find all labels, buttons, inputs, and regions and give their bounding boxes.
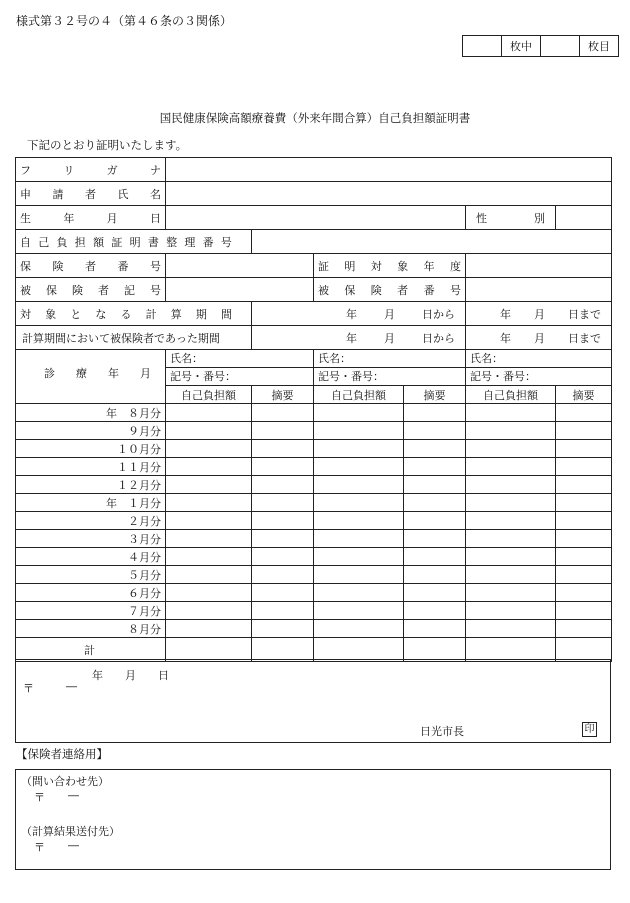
form-number: 様式第３２号の４（第４６条の３関係） bbox=[16, 14, 233, 28]
total-note-2[interactable] bbox=[404, 638, 466, 662]
month-label: ９月分 bbox=[16, 422, 166, 440]
month-amount-3[interactable] bbox=[466, 422, 556, 440]
month-note-2[interactable] bbox=[404, 440, 466, 458]
month-amount-2[interactable] bbox=[314, 584, 404, 602]
month-amount-1[interactable] bbox=[166, 602, 252, 620]
cert-year-text: 証 明 対 象 年 度 bbox=[318, 259, 461, 273]
month-label: ２月分 bbox=[16, 512, 166, 530]
month-label: ６月分 bbox=[16, 584, 166, 602]
month-row bbox=[16, 512, 612, 530]
person-2-id-label: 記号・番号： bbox=[318, 370, 384, 383]
person-2-name-label: 氏名： bbox=[314, 350, 465, 368]
month-note-2[interactable] bbox=[404, 548, 466, 566]
month-amount-2[interactable] bbox=[314, 512, 404, 530]
month-amount-1[interactable] bbox=[166, 512, 252, 530]
month-note-3[interactable] bbox=[556, 566, 612, 584]
month-label: 年 ８月分 bbox=[16, 404, 166, 422]
gender-field[interactable] bbox=[556, 206, 612, 230]
insured-symbol-text: 被 保 険 者 記 号 bbox=[20, 283, 161, 297]
month-row bbox=[16, 404, 612, 422]
issuer-block bbox=[15, 659, 611, 743]
treatment-month-header bbox=[16, 350, 166, 404]
month-row bbox=[16, 530, 612, 548]
person-1-name-label: 氏名： bbox=[166, 350, 313, 368]
person-1-info[interactable] bbox=[166, 350, 314, 386]
insured-number-label bbox=[314, 278, 466, 302]
month-amount-3[interactable] bbox=[466, 440, 556, 458]
furigana-field[interactable] bbox=[166, 158, 612, 182]
month-label: ３月分 bbox=[16, 530, 166, 548]
cert-year-label bbox=[314, 254, 466, 278]
month-note-1[interactable] bbox=[252, 602, 314, 620]
total-note-1[interactable] bbox=[252, 638, 314, 662]
col-amount-2: 自己負担額 bbox=[314, 386, 404, 404]
sheet-index-field[interactable] bbox=[541, 36, 580, 57]
month-note-1[interactable] bbox=[252, 584, 314, 602]
month-amount-3[interactable] bbox=[466, 602, 556, 620]
person-3-id-label: 記号・番号： bbox=[470, 370, 536, 383]
month-note-1[interactable] bbox=[252, 422, 314, 440]
month-amount-1[interactable] bbox=[166, 620, 252, 638]
total-amount-3[interactable] bbox=[466, 638, 556, 662]
month-note-3[interactable] bbox=[556, 620, 612, 638]
result-label: （計算結果送付先） bbox=[21, 825, 120, 838]
month-amount-2[interactable] bbox=[314, 548, 404, 566]
month-amount-1[interactable] bbox=[166, 422, 252, 440]
month-label: ７月分 bbox=[16, 602, 166, 620]
month-label: 年 １月分 bbox=[16, 494, 166, 512]
total-amount-2[interactable] bbox=[314, 638, 404, 662]
insured-period-until[interactable]: 年 月 日まで bbox=[466, 326, 612, 350]
sheet-total-label: 枚中 bbox=[502, 36, 541, 57]
month-note-2[interactable] bbox=[404, 494, 466, 512]
month-note-1[interactable] bbox=[252, 512, 314, 530]
applicant-name-label bbox=[16, 182, 166, 206]
inquiry-postal-dash: ― bbox=[68, 789, 79, 802]
cert-number-field[interactable] bbox=[252, 230, 612, 254]
month-note-1[interactable] bbox=[252, 620, 314, 638]
birth-date-text: 生 年 月 日 bbox=[20, 211, 161, 225]
month-label: ４月分 bbox=[16, 548, 166, 566]
month-row bbox=[16, 476, 612, 494]
month-row bbox=[16, 458, 612, 476]
treatment-month-text: 診 療 年 月 bbox=[44, 366, 151, 380]
month-note-1[interactable] bbox=[252, 548, 314, 566]
month-amount-3[interactable] bbox=[466, 458, 556, 476]
insurer-number-text: 保 険 者 番 号 bbox=[20, 259, 161, 273]
month-amount-3[interactable] bbox=[466, 404, 556, 422]
month-note-2[interactable] bbox=[404, 404, 466, 422]
month-note-3[interactable] bbox=[556, 584, 612, 602]
month-row bbox=[16, 584, 612, 602]
month-amount-3[interactable] bbox=[466, 476, 556, 494]
total-amount-1[interactable] bbox=[166, 638, 252, 662]
month-amount-1[interactable] bbox=[166, 530, 252, 548]
col-note-2: 摘要 bbox=[404, 386, 466, 404]
month-label: ５月分 bbox=[16, 566, 166, 584]
month-amount-1[interactable] bbox=[166, 566, 252, 584]
person-1-id-label: 記号・番号： bbox=[170, 370, 236, 383]
month-amount-1[interactable] bbox=[166, 458, 252, 476]
calc-period-label bbox=[16, 302, 252, 326]
insurer-number-label bbox=[16, 254, 166, 278]
intro-text: 下記のとおり証明いたします。 bbox=[27, 138, 188, 152]
month-row bbox=[16, 602, 612, 620]
month-amount-1[interactable] bbox=[166, 584, 252, 602]
furigana-label bbox=[16, 158, 166, 182]
birth-date-label bbox=[16, 206, 166, 230]
month-label: １２月分 bbox=[16, 476, 166, 494]
document-title: 国民健康保険高額療養費（外来年間合算）自己負担額証明書 bbox=[159, 111, 471, 125]
cert-number-label bbox=[16, 230, 252, 254]
issuer-name: 日光市長 bbox=[420, 725, 464, 738]
sheet-index-label: 枚目 bbox=[580, 36, 619, 57]
month-amount-3[interactable] bbox=[466, 494, 556, 512]
month-note-3[interactable] bbox=[556, 512, 612, 530]
month-note-2[interactable] bbox=[404, 458, 466, 476]
applicant-name-text: 申 請 者 氏 名 bbox=[20, 187, 161, 201]
inquiry-postal-mark: 〒 bbox=[34, 791, 45, 804]
calc-period-from[interactable]: 年 月 日から bbox=[252, 302, 466, 326]
postal-dash: ― bbox=[66, 680, 77, 693]
month-amount-2[interactable] bbox=[314, 494, 404, 512]
contact-block bbox=[15, 769, 611, 870]
month-row bbox=[16, 566, 612, 584]
certificate-table bbox=[15, 157, 612, 662]
month-label: １１月分 bbox=[16, 458, 166, 476]
month-amount-2[interactable] bbox=[314, 440, 404, 458]
month-amount-3[interactable] bbox=[466, 584, 556, 602]
postal-mark: 〒 bbox=[23, 682, 34, 695]
insured-symbol-field[interactable] bbox=[166, 278, 314, 302]
month-label: １０月分 bbox=[16, 440, 166, 458]
month-note-1[interactable] bbox=[252, 404, 314, 422]
month-note-1[interactable] bbox=[252, 440, 314, 458]
month-row bbox=[16, 548, 612, 566]
insurer-number-field[interactable] bbox=[166, 254, 314, 278]
month-note-2[interactable] bbox=[404, 584, 466, 602]
month-amount-1[interactable] bbox=[166, 476, 252, 494]
insured-symbol-label bbox=[16, 278, 166, 302]
month-amount-1[interactable] bbox=[166, 440, 252, 458]
result-postal-dash: ― bbox=[68, 839, 79, 852]
person-3-info[interactable] bbox=[466, 350, 612, 386]
month-note-2[interactable] bbox=[404, 530, 466, 548]
month-amount-2[interactable] bbox=[314, 602, 404, 620]
month-row bbox=[16, 440, 612, 458]
month-note-3[interactable] bbox=[556, 458, 612, 476]
person-2-info[interactable] bbox=[314, 350, 466, 386]
col-note-3: 摘要 bbox=[556, 386, 612, 404]
month-label: ８月分 bbox=[16, 620, 166, 638]
month-amount-1[interactable] bbox=[166, 548, 252, 566]
month-amount-1[interactable] bbox=[166, 494, 252, 512]
month-note-2[interactable] bbox=[404, 620, 466, 638]
issue-date[interactable]: 年 月 日 bbox=[92, 669, 169, 682]
contact-heading: 【保険者連絡用】 bbox=[16, 747, 108, 761]
col-note-1: 摘要 bbox=[252, 386, 314, 404]
month-note-2[interactable] bbox=[404, 512, 466, 530]
month-note-3[interactable] bbox=[556, 440, 612, 458]
total-label: 計 bbox=[16, 638, 166, 662]
seal-mark: 印 bbox=[582, 722, 597, 737]
month-amount-3[interactable] bbox=[466, 566, 556, 584]
gender-label bbox=[466, 206, 556, 230]
person-3-name-label: 氏名： bbox=[466, 350, 611, 368]
col-amount-1: 自己負担額 bbox=[166, 386, 252, 404]
month-note-2[interactable] bbox=[404, 422, 466, 440]
month-row bbox=[16, 494, 612, 512]
month-note-2[interactable] bbox=[404, 602, 466, 620]
month-amount-2[interactable] bbox=[314, 422, 404, 440]
month-note-3[interactable] bbox=[556, 476, 612, 494]
calc-period-until[interactable]: 年 月 日まで bbox=[466, 302, 612, 326]
result-postal-mark: 〒 bbox=[34, 841, 45, 854]
insured-period-from[interactable]: 年 月 日から bbox=[252, 326, 466, 350]
month-note-2[interactable] bbox=[404, 476, 466, 494]
insured-number-field[interactable] bbox=[466, 278, 612, 302]
month-amount-2[interactable] bbox=[314, 404, 404, 422]
col-amount-3: 自己負担額 bbox=[466, 386, 556, 404]
month-amount-2[interactable] bbox=[314, 458, 404, 476]
month-note-1[interactable] bbox=[252, 476, 314, 494]
month-note-3[interactable] bbox=[556, 602, 612, 620]
sheet-total-field[interactable] bbox=[463, 36, 502, 57]
month-amount-2[interactable] bbox=[314, 476, 404, 494]
calc-period-text: 対 象 と な る 計 算 期 間 bbox=[20, 307, 232, 321]
month-note-3[interactable] bbox=[556, 404, 612, 422]
cert-year-field[interactable] bbox=[466, 254, 612, 278]
month-note-3[interactable] bbox=[556, 530, 612, 548]
birth-date-field[interactable] bbox=[166, 206, 466, 230]
gender-text: 性 別 bbox=[476, 211, 545, 225]
month-amount-3[interactable] bbox=[466, 512, 556, 530]
month-note-2[interactable] bbox=[404, 566, 466, 584]
month-note-1[interactable] bbox=[252, 530, 314, 548]
sheet-count-box bbox=[462, 35, 619, 57]
month-note-3[interactable] bbox=[556, 422, 612, 440]
month-note-3[interactable] bbox=[556, 494, 612, 512]
month-amount-2[interactable] bbox=[314, 620, 404, 638]
month-note-1[interactable] bbox=[252, 458, 314, 476]
insured-number-text: 被 保 険 者 番 号 bbox=[318, 283, 461, 297]
month-amount-2[interactable] bbox=[314, 566, 404, 584]
applicant-name-field[interactable] bbox=[166, 182, 612, 206]
month-note-3[interactable] bbox=[556, 548, 612, 566]
cert-number-text: 自 己 負 担 額 証 明 書 整 理 番 号 bbox=[20, 235, 232, 249]
insured-period-label: 計算期間において被保険者であった期間 bbox=[16, 326, 252, 350]
month-row bbox=[16, 422, 612, 440]
month-amount-2[interactable] bbox=[314, 530, 404, 548]
total-note-3[interactable] bbox=[556, 638, 612, 662]
month-row bbox=[16, 620, 612, 638]
month-amount-3[interactable] bbox=[466, 620, 556, 638]
furigana-text: フ リ ガ ナ bbox=[20, 163, 161, 177]
month-amount-3[interactable] bbox=[466, 530, 556, 548]
month-amount-3[interactable] bbox=[466, 548, 556, 566]
month-amount-1[interactable] bbox=[166, 404, 252, 422]
month-note-1[interactable] bbox=[252, 494, 314, 512]
inquiry-label: （問い合わせ先） bbox=[21, 775, 109, 788]
month-note-1[interactable] bbox=[252, 566, 314, 584]
